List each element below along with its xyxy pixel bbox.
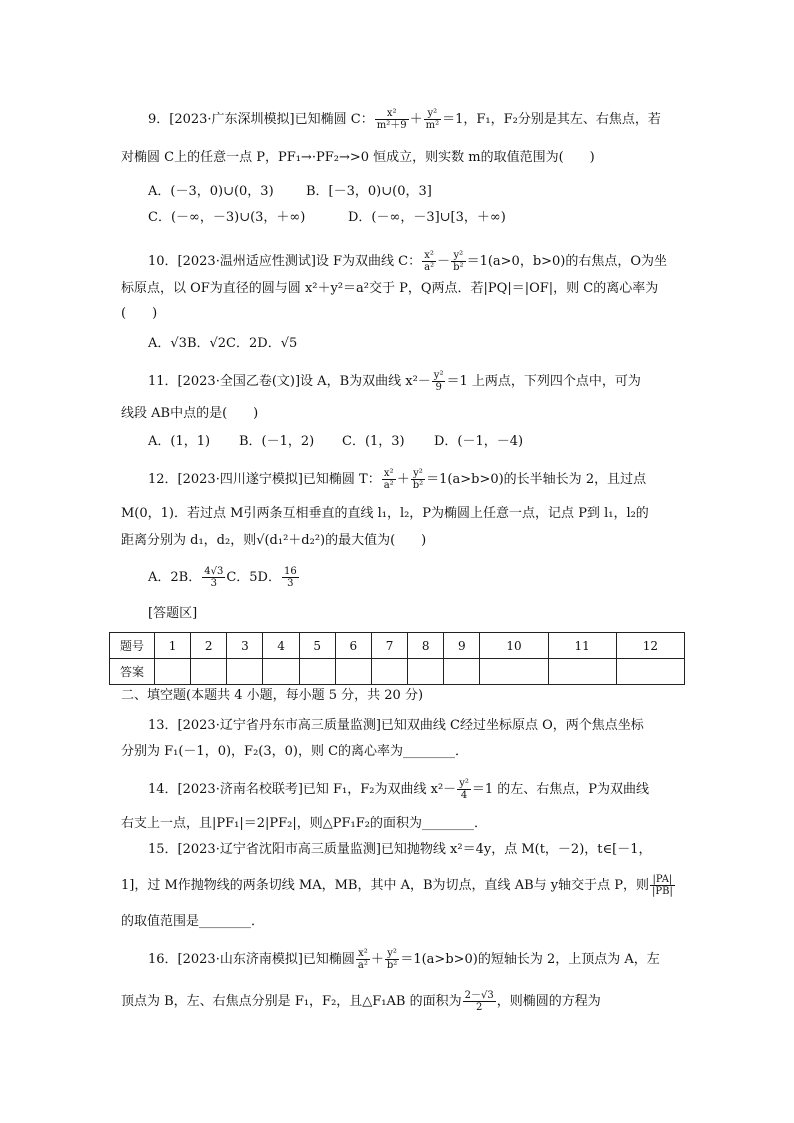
q16-line1: 16．[2023·山东济南模拟]已知椭圆 $\frac{\text{x²}}{\text{a²}}$ ＋ $\frac{\text{y²}}{\text{b²}}$ ＝1(a>b>0)的短轴长为 2，上顶点为 A，左 bbox=[148, 948, 660, 971]
q11-optA: A．(1，1) bbox=[148, 434, 211, 449]
section2-heading: 二、填空题(本题共 4 小题，每小题 5 分，共 20 分) bbox=[121, 688, 424, 703]
q9-optD: D．(－∞，－3]∪[3，＋∞) bbox=[348, 210, 506, 225]
answer-table-number: 9 bbox=[444, 633, 480, 659]
answer-table-number: 8 bbox=[408, 633, 444, 659]
q16-line2: 顶点为 B，左、右焦点分别是 F₁，F₂，且△F₁AB 的面积为 $\frac{2-√3}{2}$ ，则椭圆的方程为 bbox=[121, 990, 601, 1013]
q16-frac1: $\frac{\text{x²}}{\text{a²}}$ bbox=[357, 948, 368, 971]
q12-line3: 距离分别为 d₁，d₂，则√(d₁²＋d₂²)的最大值为( ) bbox=[121, 533, 427, 548]
q15-line3: 的取值范围是________． bbox=[121, 914, 265, 929]
q15-line2: 1]，过 M作抛物线的两条切线 MA，MB，其中 A，B为切点，直线 AB与 y轴交于点 P，则 $\frac{|PA|}{|PB|}$ bbox=[121, 874, 673, 897]
q10-line1: 10．[2023·温州适应性测试]设 F为双曲线 C： $\frac{\text{x²}}{\text{a²}}$ － $\frac{\text{y²}}{\text{b²}}$ ＝1(a>0，b>0)的右焦点，O为坐 bbox=[148, 250, 668, 273]
answer-table-header-number: 题号 bbox=[110, 633, 155, 659]
answer-table-number: 12 bbox=[616, 633, 684, 659]
answer-table-number-row bbox=[110, 633, 685, 659]
q10-line2: 标原点，以 OF为直径的圆与圆 x²＋y²＝a²交于 P，Q两点．若|PQ|＝|OF|，则 C的离心率为 bbox=[121, 281, 659, 296]
q13-line2: 分别为 F₁(－1，0)，F₂(3，0)，则 C的离心率为________． bbox=[121, 744, 469, 759]
q9-line2: 对椭圆 C上的任意一点 P，PF₁→·PF₂→>0 恒成立，则实数 m的取值范围为( ) bbox=[121, 150, 595, 165]
answer-table-number: 3 bbox=[227, 633, 263, 659]
q14-line2: 右支上一点，且|PF₁|＝2|PF₂|，则△PF₁F₂的面积为________． bbox=[121, 816, 487, 831]
q16-frac3: $\frac{2-√3}{2}$ bbox=[464, 990, 494, 1013]
answer-cell[interactable] bbox=[548, 659, 616, 685]
answer-cell[interactable] bbox=[371, 659, 407, 685]
answer-cell[interactable] bbox=[480, 659, 548, 685]
q14-frac: $\frac{\text{y²}}{4}$ bbox=[459, 778, 469, 801]
q13-line1: 13．[2023·辽宁省丹东市高三质量监测]已知双曲线 C经过坐标原点 O，两个焦点坐标 bbox=[148, 718, 644, 733]
answer-table-number: 4 bbox=[263, 633, 299, 659]
answer-cell[interactable] bbox=[444, 659, 480, 685]
q11-line2: 线段 AB中点的是( ) bbox=[121, 406, 259, 421]
q15-line1: 15．[2023·辽宁省沈阳市高三质量监测]已知抛物线 x²＝4y，点 M(t，－2)，t∈[－1， bbox=[148, 842, 652, 857]
answer-table-header-answer: 答案 bbox=[110, 659, 155, 685]
q11-frac: $\frac{\text{y²}}{9}$ bbox=[433, 370, 444, 393]
q9-frac2: $\frac{\text{y²}}{\text{m²}}$ bbox=[425, 108, 440, 131]
q11-line1: 11．[2023·全国乙卷(文)]设 A，B为双曲线 x²－ $\frac{\text{y²}}{9}$ ＝1 上两点，下列四个点中，可为 bbox=[148, 370, 641, 393]
q9-optB: B．[－3，0)∪(0，3] bbox=[306, 184, 432, 199]
answer-table-number: 6 bbox=[335, 633, 371, 659]
q12-frac1: $\frac{\text{x²}}{\text{a²}}$ bbox=[383, 468, 394, 491]
q14-line1: 14．[2023·济南名校联考]已知 F₁，F₂为双曲线 x²－ $\frac{\text{y²}}{4}$ ＝1 的左、右焦点，P为双曲线 bbox=[148, 778, 650, 801]
answer-cell[interactable] bbox=[155, 659, 191, 685]
answer-table-number: 11 bbox=[548, 633, 616, 659]
q9-optC: C．(－∞，－3)∪(3，＋∞) bbox=[148, 210, 306, 225]
answer-area-label: [答题区] bbox=[148, 606, 198, 621]
q10-frac2: $\frac{\text{y²}}{\text{b²}}$ bbox=[453, 250, 464, 273]
q10-frac1: $\frac{\text{x²}}{\text{a²}}$ bbox=[424, 250, 435, 273]
q12-line1: 12．[2023·四川遂宁模拟]已知椭圆 T： $\frac{\text{x²}}{\text{a²}}$ ＋ $\frac{\text{y²}}{\text{b²}}$ ＝1(a>b>0)的长半轴长为 2，且过点 bbox=[148, 468, 647, 491]
answer-cell[interactable] bbox=[191, 659, 227, 685]
q11-optC: C．(1，3) bbox=[342, 434, 405, 449]
answer-table-answer-row bbox=[110, 659, 685, 685]
answer-cell[interactable] bbox=[263, 659, 299, 685]
q9-frac1: $\frac{\text{x²}}{\text{m²＋9}}$ bbox=[376, 108, 407, 131]
answer-table-number: 7 bbox=[371, 633, 407, 659]
answer-cell[interactable] bbox=[335, 659, 371, 685]
q9-optA: A．(－3，0)∪(0，3) bbox=[148, 184, 274, 199]
answer-cell[interactable] bbox=[408, 659, 444, 685]
q10-options: A．√3B．√2C．2D．√5 bbox=[148, 336, 298, 351]
answer-table-number: 1 bbox=[155, 633, 191, 659]
q12-frac2: $\frac{\text{y²}}{\text{b²}}$ bbox=[412, 468, 424, 491]
q16-frac2: $\frac{\text{y²}}{\text{b²}}$ bbox=[386, 948, 398, 971]
q9-line1: 9．[2023·广东深圳模拟]已知椭圆 C： $\frac{\text{x²}}{\text{m²＋9}}$ ＋ $\frac{\text{y²}}{\text{m²}}$ ＝1，F₁，F₂分别是其左、右焦点，若 bbox=[148, 108, 661, 131]
q11-optB: B．(－1，2) bbox=[239, 434, 315, 449]
q12-line2: M(0，1)．若过点 M引两条互相垂直的直线 l₁，l₂，P为椭圆上任意一点，记点 P到 l₁，l₂的 bbox=[121, 506, 649, 521]
answer-cell[interactable] bbox=[616, 659, 684, 685]
answer-table-number: 2 bbox=[191, 633, 227, 659]
q15-frac: $\frac{|PA|}{|PB|}$ bbox=[652, 874, 673, 897]
answer-table-number: 5 bbox=[299, 633, 335, 659]
answer-table bbox=[109, 632, 685, 685]
q10-line3: ( ) bbox=[121, 306, 158, 321]
q12-options: A．2B． $\frac{4√3}{3}$ C．5D． $\frac{16}{3}$ bbox=[148, 566, 297, 589]
answer-cell[interactable] bbox=[299, 659, 335, 685]
q12-optB-frac: $\frac{4√3}{3}$ bbox=[204, 566, 224, 589]
answer-table-number: 10 bbox=[480, 633, 548, 659]
q11-optD: D．(－1，－4) bbox=[434, 434, 524, 449]
q12-optD-frac: $\frac{16}{3}$ bbox=[283, 566, 297, 589]
answer-cell[interactable] bbox=[227, 659, 263, 685]
